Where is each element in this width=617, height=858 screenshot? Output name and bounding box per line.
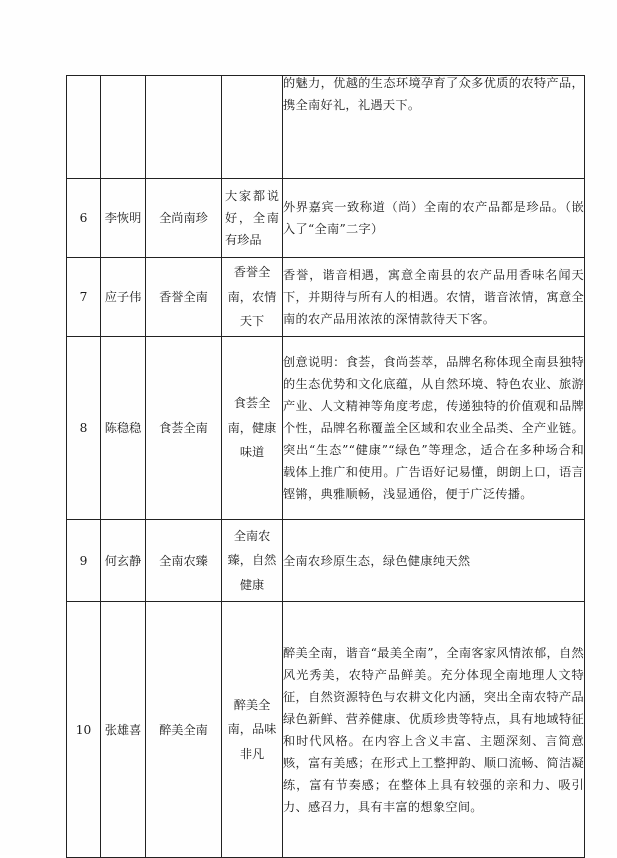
row-number-cell: 10: [67, 602, 101, 858]
brand-name-cell: 食荟全南: [146, 337, 222, 520]
brand-name-cell: 香誉全南: [146, 258, 222, 337]
brand-name-cell: 全尚南珍: [146, 179, 222, 258]
table-row: [67, 337, 585, 520]
table-row: [67, 76, 585, 179]
brand-name-cell: 全南农臻: [146, 520, 222, 602]
author-name-cell: 陈稳稳: [101, 337, 146, 520]
description-cell: [283, 602, 585, 858]
row-number-cell: 9: [67, 520, 101, 602]
slogan-cell: [222, 76, 283, 179]
slogan-text: 全南农臻，自然健康: [227, 528, 277, 592]
slogan-cell: [222, 258, 283, 337]
description-text: 全南农珍原生态，绿色健康纯天然: [283, 553, 471, 568]
slogan-cell: [222, 602, 283, 858]
slogan-cell: [222, 179, 283, 258]
slogan-cell: [222, 337, 283, 520]
description-text: 香誉，谐音相遇，寓意全南县的农产品用香味名闻天下，并期待与所有人的相遇。农情，谐音浓情，寓意全南的农产品用浓浓的深情款待天下客。: [283, 268, 584, 326]
slogan-text: 食荟全南，健康味道: [227, 396, 277, 460]
slogan-cell: [222, 520, 283, 602]
table-row: [67, 520, 585, 602]
row-number-cell: 8: [67, 337, 101, 520]
author-name-cell: 李恢明: [101, 179, 146, 258]
author-name-cell: 何玄静: [101, 520, 146, 602]
description-cell: [283, 337, 585, 520]
row-number-cell: 7: [67, 258, 101, 337]
table-row: [67, 179, 585, 258]
description-cell: [283, 179, 585, 258]
author-name-cell: [101, 76, 146, 179]
table-row: [67, 602, 585, 858]
brand-name-cell: [146, 76, 222, 179]
description-text: 外界嘉宾一致称道（尚）全南的农产品都是珍品。（嵌入了“全南”二字）: [283, 200, 584, 236]
author-name-cell: 张雄喜: [101, 602, 146, 858]
description-text: 创意说明：食荟，食尚荟萃，品牌名称体现全南县独特的生态优势和文化底蕴，从自然环境、特色农业、旅游产业、人文精神等角度考虑，传递独特的价值观和品牌个性，品牌名称覆盖全区域和农业全品类、全产业链。突出“生态”“健康”“绿色”等理念，适合在多种场合和载体上推广和使用。广告语好记易懂，朗朗上口，语言铿锵，典雅顺畅，浅显通俗，便于广泛传播。: [283, 355, 584, 501]
submission-table: [66, 75, 585, 858]
row-number-cell: [67, 76, 101, 179]
description-text: 醉美全南，谐音“最美全南”，全南客家风情浓郁，自然风光秀美，农特产品鲜美。充分体现全南地理人文特征，自然资源特色与农耕文化内涵，突出全南农特产品绿色新鲜、营养健康、优质珍贵等特点，具有地域特征和时代风格。在内容上含义丰富、主题深刻、言简意赅，富有美感；在形式上工整押韵、顺口流畅、简洁凝练，富有节奏感；在整体上具有较强的亲和力、吸引力、感召力，具有丰富的想象空间。: [283, 645, 584, 814]
description-cell: [283, 520, 585, 602]
description-cell: [283, 258, 585, 337]
author-name-cell: 应子伟: [101, 258, 146, 337]
slogan-text: 香誉全南，农情天下: [227, 265, 277, 329]
table-row: [67, 258, 585, 337]
description-text: 的魅力，优越的生态环境孕育了众多优质的农特产品，携全南好礼，礼遇天下。: [283, 76, 584, 112]
description-cell: [283, 76, 585, 179]
slogan-text: 大家都说好，全南有珍品: [225, 189, 279, 247]
slogan-text: 醉美全南，品味非凡: [227, 697, 277, 761]
row-number-cell: 6: [67, 179, 101, 258]
brand-name-cell: 醉美全南: [146, 602, 222, 858]
